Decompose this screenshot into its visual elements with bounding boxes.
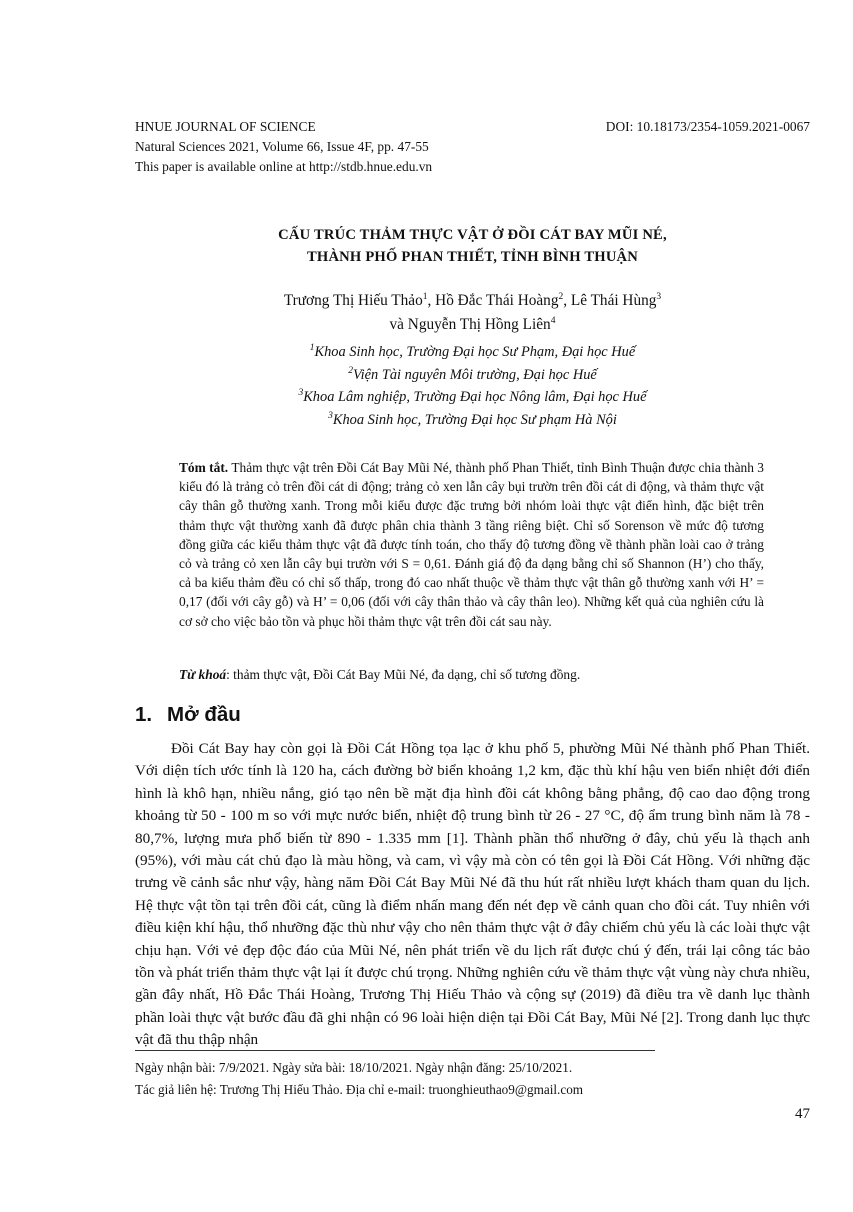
affiliation-text: Viện Tài nguyên Môi trường, Đại học Huế	[352, 366, 597, 383]
author-2-sup: 2	[558, 291, 564, 302]
affiliation	[135, 364, 810, 387]
authors-line-2	[135, 313, 810, 337]
author-conj: và	[389, 316, 408, 333]
journal-online: This paper is available online at http://stdb.hnue.edu.vn	[135, 159, 433, 174]
abstract-text: Thảm thực vật trên Đồi Cát Bay Mũi Né, thành phố Phan Thiết, tỉnh Bình Thuận được chia thành 3 kiểu đó là trảng cỏ trên đồi cát di động; trảng cỏ xen lẫn cây bụi trườn trên đồi cát di động, và thảm thực vật cây thân gỗ thường xanh. Trong mỗi kiểu được đặc trưng bởi nhóm loài thực vật điển hình, đặc biệt trên thảm thực vật thường xanh đã được phân chia thành 3 tầng riêng biệt. Chỉ số Sorenson về mức độ tương đồng giữa các kiểu thảm thực vật đã được tính toán, cho thấy độ tương đồng về thành phần loài cao ở trảng cỏ và trảng cỏ xen lẫn cây bụi trườn với S = 0,61. Đánh giá độ đa dạng bằng chỉ số Shannon (H’) cho thấy, cả ba kiểu thảm đều có chỉ số thấp, trong đó cao nhất thuộc về thảm thực vật thân gỗ thường xanh với H’ = 0,17 (đối với cây gỗ) và H’ = 0,06 (đối với cây thân thảo và cây thân leo). Những kết quả của nghiên cứu là cơ sở cho việc bảo tồn và phục hồi thảm thực vật trên đồi cát sau này.	[179, 460, 765, 629]
keywords-label: Từ khoá	[179, 667, 227, 682]
footnote-divider	[135, 1050, 655, 1051]
affiliation-text: Khoa Sinh học, Trường Đại học Sư Phạm, Đại học Huế	[314, 344, 636, 360]
abstract-label: Tóm tắt.	[179, 460, 229, 475]
author-3: Lê Thái Hùng	[570, 292, 657, 309]
author-sep: ,	[427, 292, 436, 309]
paper-title	[135, 224, 810, 268]
author-2: Hồ Đắc Thái Hoàng	[435, 292, 559, 309]
journal-header	[135, 117, 432, 177]
affiliation-sup: 3	[328, 411, 333, 422]
paragraph: Đồi Cát Bay hay còn gọi là Đồi Cát Hồng tọa lạc ở khu phố 5, phường Mũi Né thành phố Phan Thiết. Với diện tích ước tính là 120 ha, cách đường bờ biển khoảng 1,2 km, đặc thù khí hậu ven biển nhiệt đới điển hình là khô hạn, nhiều nắng, gió tạo nên bề mặt địa hình đồi cát không bằng phẳng, độ cao dao động trong khoảng từ 50 - 100 m so với mực nước biển, nhiệt độ trung bình từ 26 - 27 °C, độ ẩm trung bình năm là 78 - 80,7%, lượng mưa phổ biến từ 890 - 1.335 mm [1]. Thành phần thổ nhưỡng ở đây, chủ yếu là thạch anh (95%), với màu cát chủ đạo là màu hồng, và cam, vì vậy mà còn có tên gọi là Đồi Cát Hồng. Với những đặc trưng về cảnh sắc như vậy, hàng năm Đồi Cát Bay Mũi Né đã thu hút rất nhiều lượt khách tham quan du lịch. Hệ thực vật tồn tại trên đồi cát, cũng là điểm nhấn mang đến nét đẹp về cảnh quan cho đồi cát. Tuy nhiên với điều kiện khí hậu, thổ nhưỡng đặc thù như vậy cho nên thảm thực vật ở đây chiếm chủ yếu là các loài thực vật chịu hạn. Với vẻ đẹp độc đáo của Mũi Né, nên phát triển về du lịch rất được chú ý đến, trái lại công tác bảo tồn và phát triển thảm thực vật lại ít được chú trọng. Những nghiên cứu về thảm thực vật vùng này chưa nhiều, gần đây nhất, Hồ Đắc Thái Hoàng, Trương Thị Hiếu Thảo và cộng sự (2019) đã điều tra về danh lục thành phần loài thực vật bước đầu đã ghi nhận có 96 loài hiện diện tại Đồi Cát Bay, Mũi Né [2]. Trong danh lục thực vật đã thu thập nhận	[135, 740, 810, 1049]
author-1: Trương Thị Hiếu Thảo	[283, 292, 423, 309]
author-4-sup: 4	[550, 315, 556, 326]
affiliation-text: Khoa Lâm nghiệp, Trường Đại học Nông lâm, Đại học Huế	[303, 389, 647, 406]
affiliation-sup: 3	[298, 388, 304, 399]
affiliation	[135, 386, 810, 409]
section-title: Mở đầu	[167, 703, 241, 726]
section-number: 1.	[135, 703, 153, 726]
abstract	[179, 458, 764, 631]
author-3-sup: 3	[656, 291, 662, 302]
author-4: Nguyễn Thị Hồng Liên	[407, 316, 551, 333]
affiliation	[135, 341, 810, 364]
journal-volume: Natural Sciences 2021, Volume 66, Issue 4F, pp. 47-55	[135, 139, 429, 154]
body-text	[135, 738, 810, 1052]
keywords	[179, 665, 764, 684]
affiliation-sup: 2	[348, 365, 353, 376]
page-number: 47	[795, 1106, 810, 1122]
author-sep: ,	[563, 292, 571, 309]
journal-name: HNUE JOURNAL OF SCIENCE	[135, 119, 316, 134]
title-line-1: CẤU TRÚC THẢM THỰC VẬT Ở ĐỒI CÁT BAY MŨI NÉ,	[278, 227, 667, 243]
affiliations	[135, 341, 810, 432]
author-1-sup: 1	[422, 291, 428, 302]
affiliation-sup: 1	[309, 343, 315, 354]
keywords-text: : thảm thực vật, Đồi Cát Bay Mũi Né, đa dạng, chỉ số tương đồng.	[226, 667, 581, 682]
footnote-contact: Tác giả liên hệ: Trương Thị Hiếu Thảo. Địa chỉ e-mail: truonghieuthao9@gmail.com	[135, 1082, 584, 1097]
author-list	[135, 289, 810, 337]
affiliation	[135, 409, 810, 432]
section-heading	[135, 701, 241, 729]
title-line-2: THÀNH PHỐ PHAN THIẾT, TỈNH BÌNH THUẬN	[306, 249, 639, 265]
authors-line-1	[135, 289, 810, 313]
doi: DOI: 10.18173/2354-1059.2021-0067	[605, 119, 810, 134]
affiliation-text: Khoa Sinh học, Trường Đại học Sư phạm Hà Nội	[332, 412, 617, 429]
footnote-dates: Ngày nhận bài: 7/9/2021. Ngày sửa bài: 18/10/2021. Ngày nhận đăng: 25/10/2021.	[135, 1060, 573, 1075]
